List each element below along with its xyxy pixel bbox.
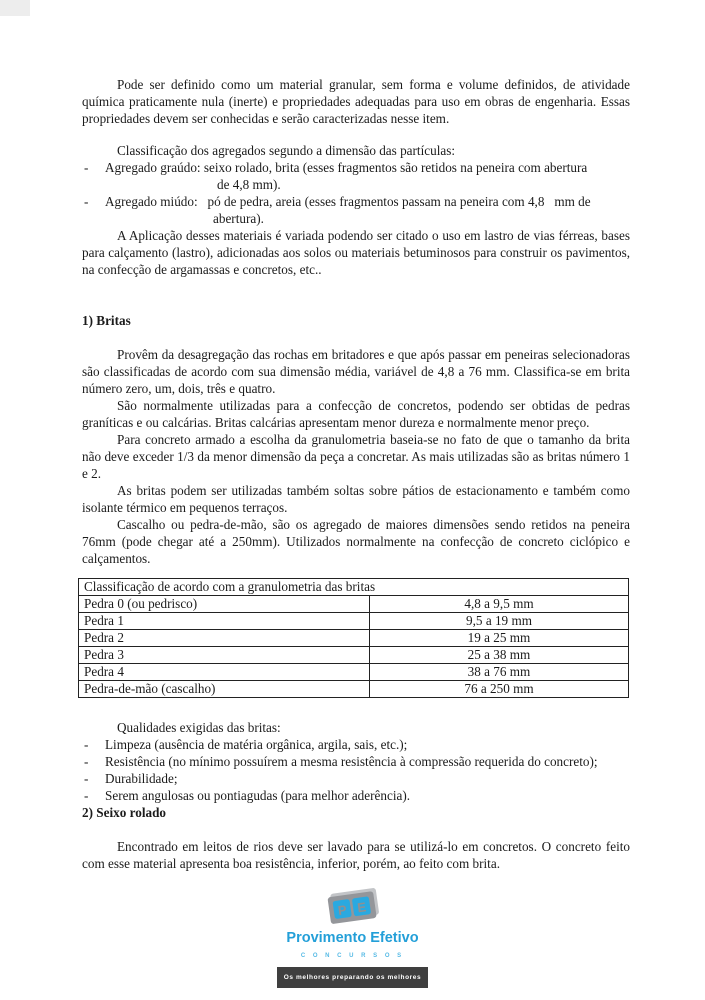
britas-paragraph: Provêm da desagregação das rochas em britadores e que após passar em peneiras selecionadoras são classificadas de acordo com sua dimensão média, variável de 4,8 a 76 mm. Classifica-se em brita número zero, um, dois, três e quatro. (82, 347, 630, 396)
logo-cube-icon (320, 886, 386, 930)
dash-marker: - (84, 737, 89, 752)
table-cell: 38 a 76 mm (370, 664, 629, 681)
britas-paragraph: Cascalho ou pedra-de-mão, são os agregado de maiores dimensões sendo retidos na peneira 76mm (pode chegar até a 250mm). Utilizados normalmente na confecção de concreto ciclópico e calçamentos. (82, 517, 630, 566)
list-item (82, 193, 630, 210)
table-cell: Pedra 4 (79, 664, 370, 681)
table-cell: 25 a 38 mm (370, 647, 629, 664)
table-row (79, 681, 629, 698)
dash-marker: - (84, 771, 89, 786)
list-item (82, 736, 630, 753)
table-cell: Pedra 3 (79, 647, 370, 664)
logo-tagline: Os melhores preparando os melhores (277, 967, 428, 988)
table-row (79, 647, 629, 664)
table-cell: 19 a 25 mm (370, 630, 629, 647)
list-item-text: Agregado graúdo: seixo rolado, brita (esses fragmentos são retidos na peneira com abertura (105, 160, 588, 175)
table-row (79, 613, 629, 630)
table-cell: Pedra 2 (79, 630, 370, 647)
logo-cube-letter: P (336, 901, 348, 919)
list-item (82, 770, 630, 787)
table-header-cell: Classificação de acordo com a granulometria das britas (79, 579, 629, 596)
classification-intro: Classificação dos agregados segundo a dimensão das partículas: (117, 143, 456, 158)
table-cell: Pedra 0 (ou pedrisco) (79, 596, 370, 613)
list-item-text: Limpeza (ausência de matéria orgânica, argila, sais, etc.); (105, 737, 408, 752)
qualities-section (82, 719, 630, 821)
logo (0, 886, 705, 988)
table-row (79, 630, 629, 647)
intro-paragraph: Pode ser definido como um material granular, sem forma e volume definidos, de atividade química praticamente nula (inerte) e propriedades adequadas para uso em obras de engenharia. Essas propriedades devem ser conhecidas e serão caracterizadas nesse item. (82, 77, 630, 126)
list-item-continuation: abertura). (213, 211, 264, 226)
scan-artifact (0, 0, 30, 16)
dash-marker: - (84, 788, 89, 803)
table-cell: Pedra-de-mão (cascalho) (79, 681, 370, 698)
classification-section (82, 142, 630, 278)
table-row (79, 579, 629, 596)
dash-marker: - (84, 160, 89, 175)
section-heading-seixo: 2) Seixo rolado (82, 805, 167, 820)
logo-cube-letter: E (355, 899, 367, 916)
dash-marker: - (84, 194, 89, 209)
list-item-text: Durabilidade; (105, 771, 178, 786)
list-item-text: Serem angulosas ou pontiagudas (para melhor aderência). (105, 788, 411, 803)
section-heading-britas: 1) Britas (82, 313, 131, 328)
britas-paragraph: São normalmente utilizadas para a confecção de concretos, podendo ser obtidas de pedras graníticas e ou calcárias. Britas calcárias apresentam menor dureza e normalmente menor preço. (82, 398, 630, 430)
seixo-paragraph: Encontrado em leitos de rios deve ser lavado para se utilizá-lo em concretos. O concreto feito com esse material apresenta boa resistência, inferior, porém, ao feito com brita. (82, 839, 630, 871)
logo-brand-text: Provimento Efetivo (286, 930, 419, 946)
table-row (79, 664, 629, 681)
list-item-text: Agregado miúdo: pó de pedra, areia (esses fragmentos passam na peneira com 4,8 mm de (105, 194, 591, 209)
table-cell: 76 a 250 mm (370, 681, 629, 698)
britas-paragraph: Para concreto armado a escolha da granulometria baseia-se no fato de que o tamanho da brita não deve exceder 1/3 da menor dimensão da peça a concretar. As mais utilizadas são as britas número 1 e 2. (82, 432, 630, 481)
table-row (79, 596, 629, 613)
table-cell: Pedra 1 (79, 613, 370, 630)
table-cell: 9,5 a 19 mm (370, 613, 629, 630)
list-item (82, 787, 630, 804)
granulometry-table (78, 578, 629, 698)
application-paragraph: A Aplicação desses materiais é variada podendo ser citado o uso em lastro de vias férreas, bases para calçamento (lastro), adicionadas aos solos ou materiais betuminosos para construir os pavimentos, na confecção de argamassas e concretos, etc.. (82, 228, 630, 277)
list-item-text: Resistência (no mínimo possuírem a mesma resistência à compressão requerida do concreto); (105, 754, 598, 769)
britas-section (82, 346, 630, 567)
table-cell: 4,8 a 9,5 mm (370, 596, 629, 613)
list-item (82, 753, 630, 770)
list-item-continuation: de 4,8 mm). (217, 177, 281, 192)
qualities-intro: Qualidades exigidas das britas: (117, 720, 281, 735)
britas-paragraph: As britas podem ser utilizadas também soltas sobre pátios de estacionamento e também como isolante térmico em pequenos terraços. (82, 483, 630, 515)
list-item (82, 159, 630, 176)
dash-marker: - (84, 754, 89, 769)
logo-division-text: C O N C U R S O S (300, 953, 405, 959)
